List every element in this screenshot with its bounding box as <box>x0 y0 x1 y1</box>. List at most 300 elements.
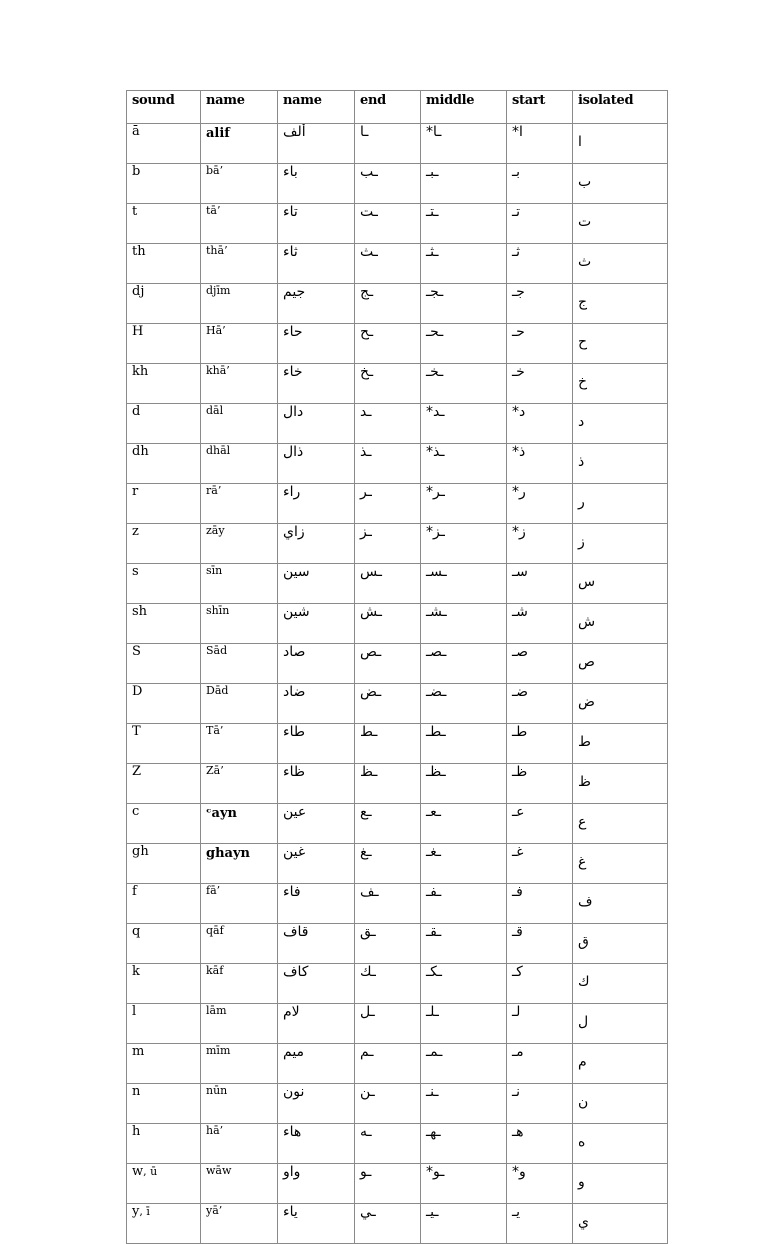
cell-isolated-form <box>573 1124 668 1164</box>
cell-name-latin: shīn <box>201 604 278 644</box>
header-end: end <box>355 91 421 124</box>
cell-end-form <box>355 764 421 804</box>
cell-name-arabic-text: سين <box>283 564 310 580</box>
cell-start-form-text: فـ <box>512 884 523 900</box>
cell-name-arabic <box>278 404 355 444</box>
cell-sound <box>127 324 201 364</box>
cell-start-form <box>507 724 573 764</box>
table-row <box>127 324 668 364</box>
cell-name-arabic <box>278 844 355 884</box>
cell-name-arabic-text: شين <box>283 604 310 620</box>
cell-isolated-form <box>573 564 668 604</box>
table-row <box>127 644 668 684</box>
cell-name-arabic-text: كاف <box>283 964 309 980</box>
cell-name-arabic <box>278 124 355 164</box>
cell-middle-form <box>421 284 507 324</box>
sound-main: th <box>132 244 146 259</box>
cell-name-arabic-text: دال <box>283 404 304 420</box>
sound-main: dh <box>132 444 149 459</box>
cell-middle-form-text: ـز* <box>426 524 445 540</box>
sound-main: T <box>132 724 141 739</box>
cell-start-form-text: حـ <box>512 324 525 340</box>
cell-name-latin: qāf <box>201 924 278 964</box>
cell-isolated-form <box>573 404 668 444</box>
cell-start-form-text: مـ <box>512 1044 524 1060</box>
cell-end-form <box>355 684 421 724</box>
cell-end-form-text: ـس <box>360 564 382 580</box>
cell-isolated-form-text: ه <box>578 1134 586 1150</box>
cell-end-form <box>355 204 421 244</box>
table-body <box>127 124 668 1244</box>
cell-name-arabic-text: نون <box>283 1084 305 1100</box>
cell-sound <box>127 484 201 524</box>
cell-isolated-form <box>573 804 668 844</box>
cell-name-arabic <box>278 1044 355 1084</box>
cell-name-arabic-text: ذال <box>283 444 304 460</box>
cell-middle-form <box>421 324 507 364</box>
cell-sound <box>127 124 201 164</box>
table-row <box>127 364 668 404</box>
cell-isolated-form <box>573 124 668 164</box>
header-name-latin: name <box>201 91 278 124</box>
cell-isolated-form-text: د <box>578 414 585 430</box>
cell-isolated-form <box>573 1204 668 1244</box>
sound-main: ā <box>132 124 140 139</box>
sound-main: y <box>132 1204 140 1219</box>
cell-middle-form-text: ـصـ <box>426 644 447 660</box>
cell-end-form <box>355 284 421 324</box>
cell-end-form <box>355 444 421 484</box>
cell-name-arabic <box>278 964 355 1004</box>
cell-end-form <box>355 324 421 364</box>
cell-middle-form <box>421 1204 507 1244</box>
cell-middle-form-text: ـطـ <box>426 724 446 740</box>
header-sound: sound <box>127 91 201 124</box>
cell-end-form-text: ـر <box>360 484 372 500</box>
cell-isolated-form <box>573 644 668 684</box>
cell-middle-form <box>421 884 507 924</box>
sound-main: s <box>132 564 139 579</box>
cell-middle-form-text: ـجـ <box>426 284 444 300</box>
cell-sound <box>127 564 201 604</box>
cell-name-arabic-text: هاء <box>283 1124 302 1140</box>
cell-name-arabic <box>278 1084 355 1124</box>
cell-name-arabic-text: ألف <box>283 124 306 140</box>
cell-isolated-form-text: ي <box>578 1214 589 1230</box>
cell-start-form <box>507 444 573 484</box>
cell-name-latin: ghayn <box>201 844 278 884</box>
sound-main: gh <box>132 844 149 859</box>
table-row <box>127 444 668 484</box>
cell-middle-form <box>421 644 507 684</box>
cell-middle-form-text: ـو* <box>426 1164 445 1180</box>
cell-sound <box>127 1084 201 1124</box>
cell-middle-form <box>421 1084 507 1124</box>
cell-middle-form <box>421 1044 507 1084</box>
sound-main: sh <box>132 604 148 619</box>
cell-isolated-form-text: خ <box>578 374 588 390</box>
cell-name-latin: Hā’ <box>201 324 278 364</box>
sound-main: z <box>132 524 139 539</box>
cell-middle-form <box>421 684 507 724</box>
cell-isolated-form <box>573 324 668 364</box>
cell-start-form-text: ظـ <box>512 764 528 780</box>
cell-end-form-text: ـف <box>360 884 379 900</box>
cell-middle-form <box>421 764 507 804</box>
cell-name-arabic-text: ضاد <box>283 684 306 700</box>
table-row <box>127 924 668 964</box>
cell-name-arabic-text: لام <box>283 1004 300 1020</box>
cell-isolated-form-text: ق <box>578 934 589 950</box>
cell-name-latin: alif <box>201 124 278 164</box>
cell-middle-form-text: ـحـ <box>426 324 444 340</box>
cell-start-form <box>507 1084 573 1124</box>
cell-isolated-form-text: م <box>578 1054 587 1070</box>
cell-end-form-text: ـغ <box>360 844 372 860</box>
cell-name-arabic-text: قاف <box>283 924 309 940</box>
sound-main: n <box>132 1084 141 1099</box>
cell-end-form <box>355 604 421 644</box>
cell-name-latin: Tā’ <box>201 724 278 764</box>
cell-sound <box>127 524 201 564</box>
cell-isolated-form <box>573 204 668 244</box>
cell-name-arabic <box>278 604 355 644</box>
table-row <box>127 764 668 804</box>
cell-start-form <box>507 564 573 604</box>
cell-start-form <box>507 964 573 1004</box>
table-row <box>127 684 668 724</box>
table-row <box>127 244 668 284</box>
sound-main: h <box>132 1124 141 1139</box>
cell-name-arabic <box>278 764 355 804</box>
cell-name-arabic-text: جيم <box>283 284 306 300</box>
sound-main: k <box>132 964 140 979</box>
cell-name-latin: thā’ <box>201 244 278 284</box>
cell-name-latin: yā’ <box>201 1204 278 1244</box>
cell-start-form-text: هـ <box>512 1124 524 1140</box>
cell-isolated-form <box>573 444 668 484</box>
cell-end-form <box>355 524 421 564</box>
cell-start-form-text: نـ <box>512 1084 520 1100</box>
cell-end-form-text: ـق <box>360 924 376 940</box>
cell-end-form-text: ـن <box>360 1084 375 1100</box>
cell-end-form-text: ـل <box>360 1004 375 1020</box>
cell-name-arabic <box>278 284 355 324</box>
cell-middle-form-text: ـبـ <box>426 164 439 180</box>
cell-isolated-form-text: ز <box>578 534 585 550</box>
sound-main: r <box>132 484 139 499</box>
cell-name-latin: wāw <box>201 1164 278 1204</box>
cell-name-arabic-text: فاء <box>283 884 301 900</box>
table-row <box>127 1204 668 1244</box>
table-row <box>127 1084 668 1124</box>
cell-end-form-text: ـح <box>360 324 374 340</box>
cell-end-form <box>355 924 421 964</box>
cell-start-form-text: سـ <box>512 564 528 580</box>
cell-sound <box>127 724 201 764</box>
cell-start-form <box>507 284 573 324</box>
cell-sound <box>127 404 201 444</box>
cell-sound <box>127 1164 201 1204</box>
sound-main: S <box>132 644 141 659</box>
cell-name-arabic-text: حاء <box>283 324 303 340</box>
arabic-alphabet-table <box>126 90 668 1244</box>
cell-isolated-form-text: ن <box>578 1094 589 1110</box>
cell-sound <box>127 364 201 404</box>
cell-end-form-text: ـا <box>360 124 369 140</box>
cell-start-form-text: صـ <box>512 644 528 660</box>
table-row <box>127 204 668 244</box>
cell-end-form-text: ـط <box>360 724 378 740</box>
cell-name-arabic <box>278 484 355 524</box>
cell-name-arabic <box>278 1124 355 1164</box>
cell-start-form <box>507 884 573 924</box>
cell-isolated-form-text: ا <box>578 134 582 150</box>
cell-middle-form <box>421 404 507 444</box>
cell-end-form-text: ـخ <box>360 364 374 380</box>
cell-isolated-form <box>573 604 668 644</box>
cell-name-latin: mīm <box>201 1044 278 1084</box>
cell-isolated-form <box>573 284 668 324</box>
sound-main: t <box>132 204 138 219</box>
cell-name-arabic-text: ثاء <box>283 244 298 260</box>
cell-middle-form <box>421 124 507 164</box>
cell-middle-form <box>421 1164 507 1204</box>
cell-start-form-text: كـ <box>512 964 523 980</box>
sound-main: d <box>132 404 141 419</box>
cell-start-form <box>507 764 573 804</box>
cell-isolated-form <box>573 964 668 1004</box>
cell-start-form-text: ر* <box>512 484 526 500</box>
cell-name-latin: nūn <box>201 1084 278 1124</box>
cell-sound <box>127 1124 201 1164</box>
cell-name-latin: dhāl <box>201 444 278 484</box>
sound-main: D <box>132 684 143 699</box>
cell-name-arabic <box>278 1164 355 1204</box>
cell-isolated-form-text: ح <box>578 334 588 350</box>
cell-isolated-form-text: ج <box>578 294 588 310</box>
cell-end-form <box>355 404 421 444</box>
cell-name-latin: djīm <box>201 284 278 324</box>
sound-main: dj <box>132 284 145 299</box>
cell-middle-form-text: ـلـ <box>426 1004 439 1020</box>
cell-middle-form <box>421 524 507 564</box>
sound-main: q <box>132 924 141 939</box>
cell-isolated-form-text: ذ <box>578 454 585 470</box>
cell-end-form <box>355 244 421 284</box>
cell-name-arabic <box>278 644 355 684</box>
cell-sound <box>127 684 201 724</box>
sound-suffix: , ī <box>139 1205 150 1218</box>
cell-name-latin: Sād <box>201 644 278 684</box>
cell-name-latin: tā’ <box>201 204 278 244</box>
cell-start-form <box>507 844 573 884</box>
cell-sound <box>127 164 201 204</box>
cell-name-arabic <box>278 564 355 604</box>
cell-end-form-text: ـذ <box>360 444 372 460</box>
cell-isolated-form-text: ظ <box>578 774 591 790</box>
cell-isolated-form <box>573 924 668 964</box>
cell-name-arabic <box>278 804 355 844</box>
cell-middle-form <box>421 724 507 764</box>
cell-start-form-text: يـ <box>512 1204 520 1220</box>
cell-name-arabic-text: عين <box>283 804 307 820</box>
cell-name-latin: dāl <box>201 404 278 444</box>
cell-name-latin: kāf <box>201 964 278 1004</box>
cell-isolated-form-text: ض <box>578 694 595 710</box>
cell-end-form-text: ـك <box>360 964 376 980</box>
cell-end-form-text: ـج <box>360 284 374 300</box>
header-isolated: isolated <box>573 91 668 124</box>
cell-start-form <box>507 484 573 524</box>
cell-name-latin: lām <box>201 1004 278 1044</box>
cell-name-latin: Dād <box>201 684 278 724</box>
cell-middle-form <box>421 164 507 204</box>
cell-sound <box>127 644 201 684</box>
table-row <box>127 1044 668 1084</box>
cell-name-latin: rā’ <box>201 484 278 524</box>
cell-end-form <box>355 724 421 764</box>
cell-start-form <box>507 124 573 164</box>
cell-end-form-text: ـص <box>360 644 382 660</box>
cell-end-form-text: ـع <box>360 804 372 820</box>
table-row <box>127 1164 668 1204</box>
cell-start-form-text: خـ <box>512 364 525 380</box>
cell-isolated-form <box>573 724 668 764</box>
cell-end-form <box>355 1164 421 1204</box>
cell-start-form-text: د* <box>512 404 526 420</box>
cell-start-form-text: عـ <box>512 804 525 820</box>
cell-name-arabic-text: زاي <box>283 524 305 540</box>
cell-start-form-text: ا* <box>512 124 523 140</box>
cell-middle-form-text: ـذ* <box>426 444 445 460</box>
cell-start-form-text: ضـ <box>512 684 528 700</box>
cell-sound <box>127 764 201 804</box>
table-header-row <box>127 91 668 124</box>
cell-middle-form-text: ـا* <box>426 124 442 140</box>
cell-end-form <box>355 884 421 924</box>
sound-main: m <box>132 1044 145 1059</box>
cell-name-arabic <box>278 524 355 564</box>
cell-middle-form-text: ـمـ <box>426 1044 443 1060</box>
cell-name-arabic <box>278 924 355 964</box>
cell-end-form <box>355 484 421 524</box>
cell-isolated-form-text: ر <box>578 494 585 510</box>
table-row <box>127 884 668 924</box>
cell-end-form <box>355 804 421 844</box>
cell-name-latin: ᶜayn <box>201 804 278 844</box>
cell-start-form <box>507 404 573 444</box>
table-row <box>127 1124 668 1164</box>
cell-start-form <box>507 244 573 284</box>
header-name-arabic: name <box>278 91 355 124</box>
cell-start-form-text: غـ <box>512 844 524 860</box>
cell-middle-form <box>421 844 507 884</box>
cell-sound <box>127 884 201 924</box>
cell-end-form <box>355 1204 421 1244</box>
cell-start-form <box>507 684 573 724</box>
sound-main: f <box>132 884 137 899</box>
cell-name-arabic-text: باء <box>283 164 298 180</box>
cell-name-latin: fā’ <box>201 884 278 924</box>
cell-middle-form <box>421 364 507 404</box>
cell-isolated-form <box>573 884 668 924</box>
cell-name-arabic <box>278 324 355 364</box>
cell-middle-form-text: ـر* <box>426 484 445 500</box>
cell-sound <box>127 924 201 964</box>
cell-isolated-form <box>573 524 668 564</box>
cell-end-form <box>355 124 421 164</box>
cell-start-form <box>507 1044 573 1084</box>
cell-isolated-form-text: ص <box>578 654 595 670</box>
cell-end-form <box>355 1044 421 1084</box>
cell-middle-form-text: ـكـ <box>426 964 442 980</box>
cell-middle-form <box>421 204 507 244</box>
cell-start-form <box>507 204 573 244</box>
cell-name-latin: hā’ <box>201 1124 278 1164</box>
cell-name-arabic <box>278 364 355 404</box>
cell-end-form <box>355 1124 421 1164</box>
cell-sound <box>127 604 201 644</box>
cell-isolated-form-text: ل <box>578 1014 589 1030</box>
cell-name-arabic-text: خاء <box>283 364 303 380</box>
cell-isolated-form <box>573 684 668 724</box>
cell-middle-form <box>421 1124 507 1164</box>
cell-name-latin: khā’ <box>201 364 278 404</box>
cell-start-form-text: شـ <box>512 604 528 620</box>
cell-isolated-form-text: و <box>578 1174 585 1190</box>
cell-isolated-form-text: ت <box>578 214 592 230</box>
cell-start-form-text: و* <box>512 1164 526 1180</box>
cell-name-latin: zāy <box>201 524 278 564</box>
cell-sound <box>127 964 201 1004</box>
sound-main: b <box>132 164 141 179</box>
cell-end-form-text: ـه <box>360 1124 372 1140</box>
cell-name-arabic-text: صاد <box>283 644 306 660</box>
cell-start-form <box>507 364 573 404</box>
sound-main: H <box>132 324 144 339</box>
cell-middle-form-text: ـفـ <box>426 884 442 900</box>
cell-name-latin: bā’ <box>201 164 278 204</box>
cell-isolated-form-text: ش <box>578 614 596 630</box>
cell-isolated-form <box>573 484 668 524</box>
cell-isolated-form <box>573 1084 668 1124</box>
cell-name-latin: sīn <box>201 564 278 604</box>
cell-middle-form-text: ـيـ <box>426 1204 439 1220</box>
cell-middle-form-text: ـغـ <box>426 844 441 860</box>
table-row <box>127 724 668 764</box>
cell-middle-form-text: ـسـ <box>426 564 447 580</box>
cell-end-form-text: ـد <box>360 404 372 420</box>
cell-name-arabic <box>278 164 355 204</box>
sound-suffix: , ū <box>143 1165 158 1178</box>
cell-start-form <box>507 1204 573 1244</box>
cell-isolated-form <box>573 1164 668 1204</box>
cell-middle-form-text: ـقـ <box>426 924 442 940</box>
cell-name-arabic <box>278 244 355 284</box>
cell-sound <box>127 1204 201 1244</box>
cell-sound <box>127 444 201 484</box>
cell-start-form <box>507 1164 573 1204</box>
cell-start-form <box>507 924 573 964</box>
cell-middle-form <box>421 924 507 964</box>
cell-end-form-text: ـش <box>360 604 382 620</box>
cell-start-form-text: بـ <box>512 164 520 180</box>
cell-end-form <box>355 1084 421 1124</box>
cell-start-form-text: تـ <box>512 204 520 220</box>
cell-name-arabic <box>278 884 355 924</box>
sound-main: kh <box>132 364 149 379</box>
